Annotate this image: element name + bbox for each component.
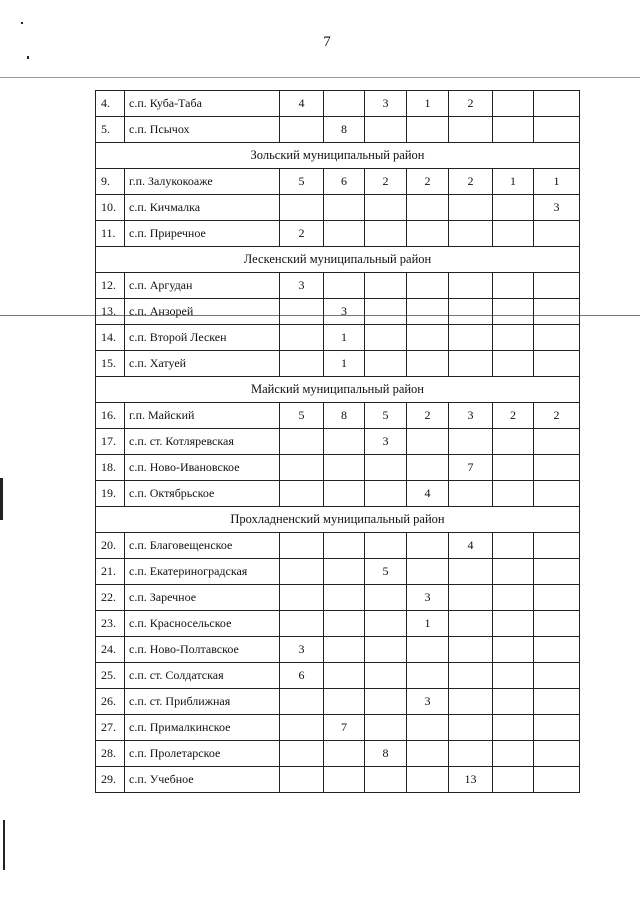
settlement-name: с.п. Кичмалка — [125, 195, 280, 221]
value-cell: 1 — [324, 351, 365, 377]
value-cell — [534, 221, 580, 247]
value-cell — [449, 481, 493, 507]
value-cell — [449, 117, 493, 143]
value-cell — [280, 195, 324, 221]
value-cell — [280, 299, 324, 325]
value-cell — [407, 299, 449, 325]
value-cell: 3 — [280, 273, 324, 299]
value-cell — [493, 481, 534, 507]
value-cell — [449, 585, 493, 611]
settlement-name: с.п. Пролетарское — [125, 741, 280, 767]
table-row — [96, 299, 580, 325]
row-number: 26. — [96, 689, 125, 715]
value-cell — [493, 663, 534, 689]
settlement-name: с.п. Прималкинское — [125, 715, 280, 741]
value-cell — [280, 429, 324, 455]
value-cell: 2 — [449, 91, 493, 117]
value-cell — [407, 715, 449, 741]
scan-edge-mark — [0, 478, 3, 520]
value-cell — [280, 715, 324, 741]
value-cell: 2 — [493, 403, 534, 429]
settlement-name: с.п. Хатуей — [125, 351, 280, 377]
value-cell: 1 — [534, 169, 580, 195]
value-cell — [449, 299, 493, 325]
value-cell — [280, 689, 324, 715]
table-row — [96, 741, 580, 767]
value-cell — [449, 429, 493, 455]
value-cell: 5 — [280, 403, 324, 429]
value-cell — [493, 559, 534, 585]
value-cell — [493, 299, 534, 325]
settlements-table — [95, 90, 580, 793]
value-cell — [365, 715, 407, 741]
table-row — [96, 351, 580, 377]
scan-edge-mark — [3, 820, 5, 870]
value-cell — [280, 117, 324, 143]
value-cell — [493, 741, 534, 767]
value-cell: 3 — [365, 91, 407, 117]
value-cell — [534, 689, 580, 715]
value-cell — [365, 533, 407, 559]
settlement-name: с.п. Ново-Ивановское — [125, 455, 280, 481]
value-cell: 2 — [407, 169, 449, 195]
value-cell: 7 — [449, 455, 493, 481]
value-cell — [534, 637, 580, 663]
value-cell — [324, 767, 365, 793]
value-cell: 5 — [365, 559, 407, 585]
value-cell — [365, 481, 407, 507]
settlement-name: с.п. Ново-Полтавское — [125, 637, 280, 663]
settlement-name: с.п. ст. Котляревская — [125, 429, 280, 455]
district-section-row — [96, 143, 580, 169]
value-cell: 3 — [449, 403, 493, 429]
value-cell: 1 — [407, 91, 449, 117]
value-cell — [324, 481, 365, 507]
value-cell — [407, 351, 449, 377]
value-cell: 6 — [280, 663, 324, 689]
value-cell — [407, 221, 449, 247]
value-cell — [365, 195, 407, 221]
value-cell — [449, 325, 493, 351]
value-cell — [280, 767, 324, 793]
value-cell: 1 — [407, 611, 449, 637]
row-number: 13. — [96, 299, 125, 325]
value-cell — [407, 767, 449, 793]
value-cell — [407, 741, 449, 767]
settlement-name: с.п. Учебное — [125, 767, 280, 793]
table-row — [96, 429, 580, 455]
value-cell — [449, 351, 493, 377]
table-row — [96, 403, 580, 429]
row-number: 27. — [96, 715, 125, 741]
row-number: 22. — [96, 585, 125, 611]
table-row — [96, 117, 580, 143]
row-number: 15. — [96, 351, 125, 377]
value-cell — [365, 611, 407, 637]
value-cell — [534, 455, 580, 481]
value-cell — [534, 481, 580, 507]
value-cell — [365, 351, 407, 377]
value-cell — [365, 273, 407, 299]
value-cell — [534, 273, 580, 299]
table-row — [96, 533, 580, 559]
value-cell — [324, 741, 365, 767]
value-cell — [365, 221, 407, 247]
value-cell — [407, 273, 449, 299]
value-cell — [324, 637, 365, 663]
district-section-row — [96, 507, 580, 533]
value-cell — [493, 767, 534, 793]
district-title: Прохладненский муниципальный район — [96, 507, 580, 533]
district-title: Лескенский муниципальный район — [96, 247, 580, 273]
value-cell — [493, 715, 534, 741]
settlement-name: с.п. Куба-Таба — [125, 91, 280, 117]
table-row — [96, 767, 580, 793]
value-cell — [493, 533, 534, 559]
value-cell — [324, 91, 365, 117]
value-cell — [365, 689, 407, 715]
row-number: 20. — [96, 533, 125, 559]
table-row — [96, 689, 580, 715]
value-cell: 3 — [280, 637, 324, 663]
district-section-row — [96, 247, 580, 273]
value-cell — [449, 611, 493, 637]
value-cell — [449, 195, 493, 221]
value-cell: 2 — [449, 169, 493, 195]
value-cell — [280, 585, 324, 611]
row-number: 4. — [96, 91, 125, 117]
settlement-name: г.п. Майский — [125, 403, 280, 429]
value-cell: 8 — [365, 741, 407, 767]
value-cell: 4 — [407, 481, 449, 507]
value-cell — [280, 559, 324, 585]
value-cell: 3 — [407, 585, 449, 611]
value-cell — [493, 689, 534, 715]
value-cell — [534, 533, 580, 559]
row-number: 17. — [96, 429, 125, 455]
table-row — [96, 637, 580, 663]
value-cell — [493, 117, 534, 143]
row-number: 29. — [96, 767, 125, 793]
value-cell — [407, 455, 449, 481]
value-cell — [534, 117, 580, 143]
value-cell — [534, 585, 580, 611]
value-cell — [324, 559, 365, 585]
table-row — [96, 455, 580, 481]
table-row — [96, 585, 580, 611]
value-cell — [324, 585, 365, 611]
settlement-name: с.п. Приречное — [125, 221, 280, 247]
table-row — [96, 195, 580, 221]
value-cell — [407, 533, 449, 559]
value-cell — [324, 663, 365, 689]
value-cell — [365, 117, 407, 143]
value-cell — [493, 273, 534, 299]
settlement-name: с.п. Заречное — [125, 585, 280, 611]
value-cell — [449, 663, 493, 689]
value-cell: 3 — [324, 299, 365, 325]
scan-speck — [21, 22, 23, 24]
value-cell — [493, 221, 534, 247]
value-cell — [324, 689, 365, 715]
page-number: 7 — [323, 34, 331, 50]
value-cell — [493, 195, 534, 221]
value-cell — [534, 429, 580, 455]
value-cell — [365, 455, 407, 481]
row-number: 11. — [96, 221, 125, 247]
settlement-name: с.п. Второй Лескен — [125, 325, 280, 351]
value-cell — [449, 689, 493, 715]
value-cell: 5 — [280, 169, 324, 195]
value-cell — [493, 325, 534, 351]
value-cell: 3 — [534, 195, 580, 221]
settlement-name: с.п. Октябрьское — [125, 481, 280, 507]
value-cell — [324, 195, 365, 221]
row-number: 28. — [96, 741, 125, 767]
value-cell: 2 — [534, 403, 580, 429]
value-cell — [534, 351, 580, 377]
value-cell — [449, 741, 493, 767]
value-cell — [324, 455, 365, 481]
settlement-name: с.п. ст. Солдатская — [125, 663, 280, 689]
table-row — [96, 611, 580, 637]
row-number: 25. — [96, 663, 125, 689]
row-number: 14. — [96, 325, 125, 351]
value-cell: 2 — [280, 221, 324, 247]
table-row — [96, 663, 580, 689]
table-row — [96, 91, 580, 117]
district-section-row — [96, 377, 580, 403]
settlement-name: с.п. Псычох — [125, 117, 280, 143]
value-cell — [280, 325, 324, 351]
value-cell: 1 — [324, 325, 365, 351]
value-cell: 3 — [407, 689, 449, 715]
value-cell — [324, 429, 365, 455]
settlement-name: с.п. Анзорей — [125, 299, 280, 325]
table-row — [96, 221, 580, 247]
value-cell — [534, 663, 580, 689]
value-cell — [493, 351, 534, 377]
district-title: Майский муниципальный район — [96, 377, 580, 403]
value-cell — [324, 533, 365, 559]
value-cell — [407, 325, 449, 351]
value-cell — [449, 221, 493, 247]
value-cell — [407, 559, 449, 585]
row-number: 12. — [96, 273, 125, 299]
settlement-name: с.п. Аргудан — [125, 273, 280, 299]
value-cell — [365, 663, 407, 689]
value-cell — [365, 585, 407, 611]
settlement-name: с.п. Красносельское — [125, 611, 280, 637]
value-cell — [534, 325, 580, 351]
value-cell — [407, 117, 449, 143]
table-row — [96, 559, 580, 585]
value-cell — [534, 299, 580, 325]
settlement-name: с.п. ст. Приближная — [125, 689, 280, 715]
row-number: 9. — [96, 169, 125, 195]
value-cell: 4 — [449, 533, 493, 559]
table-row — [96, 481, 580, 507]
value-cell — [534, 611, 580, 637]
row-number: 23. — [96, 611, 125, 637]
value-cell — [449, 715, 493, 741]
scan-artifact-line — [0, 77, 640, 78]
row-number: 21. — [96, 559, 125, 585]
value-cell — [365, 325, 407, 351]
value-cell — [280, 351, 324, 377]
value-cell: 4 — [280, 91, 324, 117]
value-cell — [534, 767, 580, 793]
value-cell — [280, 481, 324, 507]
value-cell — [365, 767, 407, 793]
value-cell — [407, 637, 449, 663]
value-cell — [534, 715, 580, 741]
row-number: 10. — [96, 195, 125, 221]
value-cell — [449, 273, 493, 299]
value-cell — [493, 91, 534, 117]
value-cell — [324, 221, 365, 247]
table-row — [96, 715, 580, 741]
value-cell — [407, 195, 449, 221]
value-cell — [534, 91, 580, 117]
table-row — [96, 273, 580, 299]
value-cell: 13 — [449, 767, 493, 793]
district-title: Зольский муниципальный район — [96, 143, 580, 169]
value-cell: 2 — [365, 169, 407, 195]
value-cell — [280, 533, 324, 559]
value-cell — [534, 741, 580, 767]
value-cell: 6 — [324, 169, 365, 195]
settlement-name: с.п. Екатериноградская — [125, 559, 280, 585]
value-cell — [365, 637, 407, 663]
value-cell — [493, 455, 534, 481]
row-number: 5. — [96, 117, 125, 143]
value-cell: 8 — [324, 403, 365, 429]
scan-speck — [27, 56, 29, 59]
value-cell: 3 — [365, 429, 407, 455]
value-cell — [493, 637, 534, 663]
value-cell — [280, 741, 324, 767]
table-row — [96, 169, 580, 195]
value-cell — [365, 299, 407, 325]
value-cell — [449, 559, 493, 585]
value-cell: 7 — [324, 715, 365, 741]
row-number: 18. — [96, 455, 125, 481]
value-cell — [280, 455, 324, 481]
value-cell: 2 — [407, 403, 449, 429]
value-cell — [534, 559, 580, 585]
settlement-name: с.п. Благовещенское — [125, 533, 280, 559]
table-body — [96, 91, 580, 793]
value-cell — [324, 611, 365, 637]
value-cell — [407, 429, 449, 455]
value-cell — [324, 273, 365, 299]
value-cell — [280, 611, 324, 637]
row-number: 16. — [96, 403, 125, 429]
row-number: 24. — [96, 637, 125, 663]
table-row — [96, 325, 580, 351]
value-cell: 1 — [493, 169, 534, 195]
value-cell — [407, 663, 449, 689]
value-cell — [493, 585, 534, 611]
value-cell — [449, 637, 493, 663]
value-cell: 5 — [365, 403, 407, 429]
value-cell: 8 — [324, 117, 365, 143]
value-cell — [493, 611, 534, 637]
row-number: 19. — [96, 481, 125, 507]
settlement-name: г.п. Залукокоаже — [125, 169, 280, 195]
value-cell — [493, 429, 534, 455]
